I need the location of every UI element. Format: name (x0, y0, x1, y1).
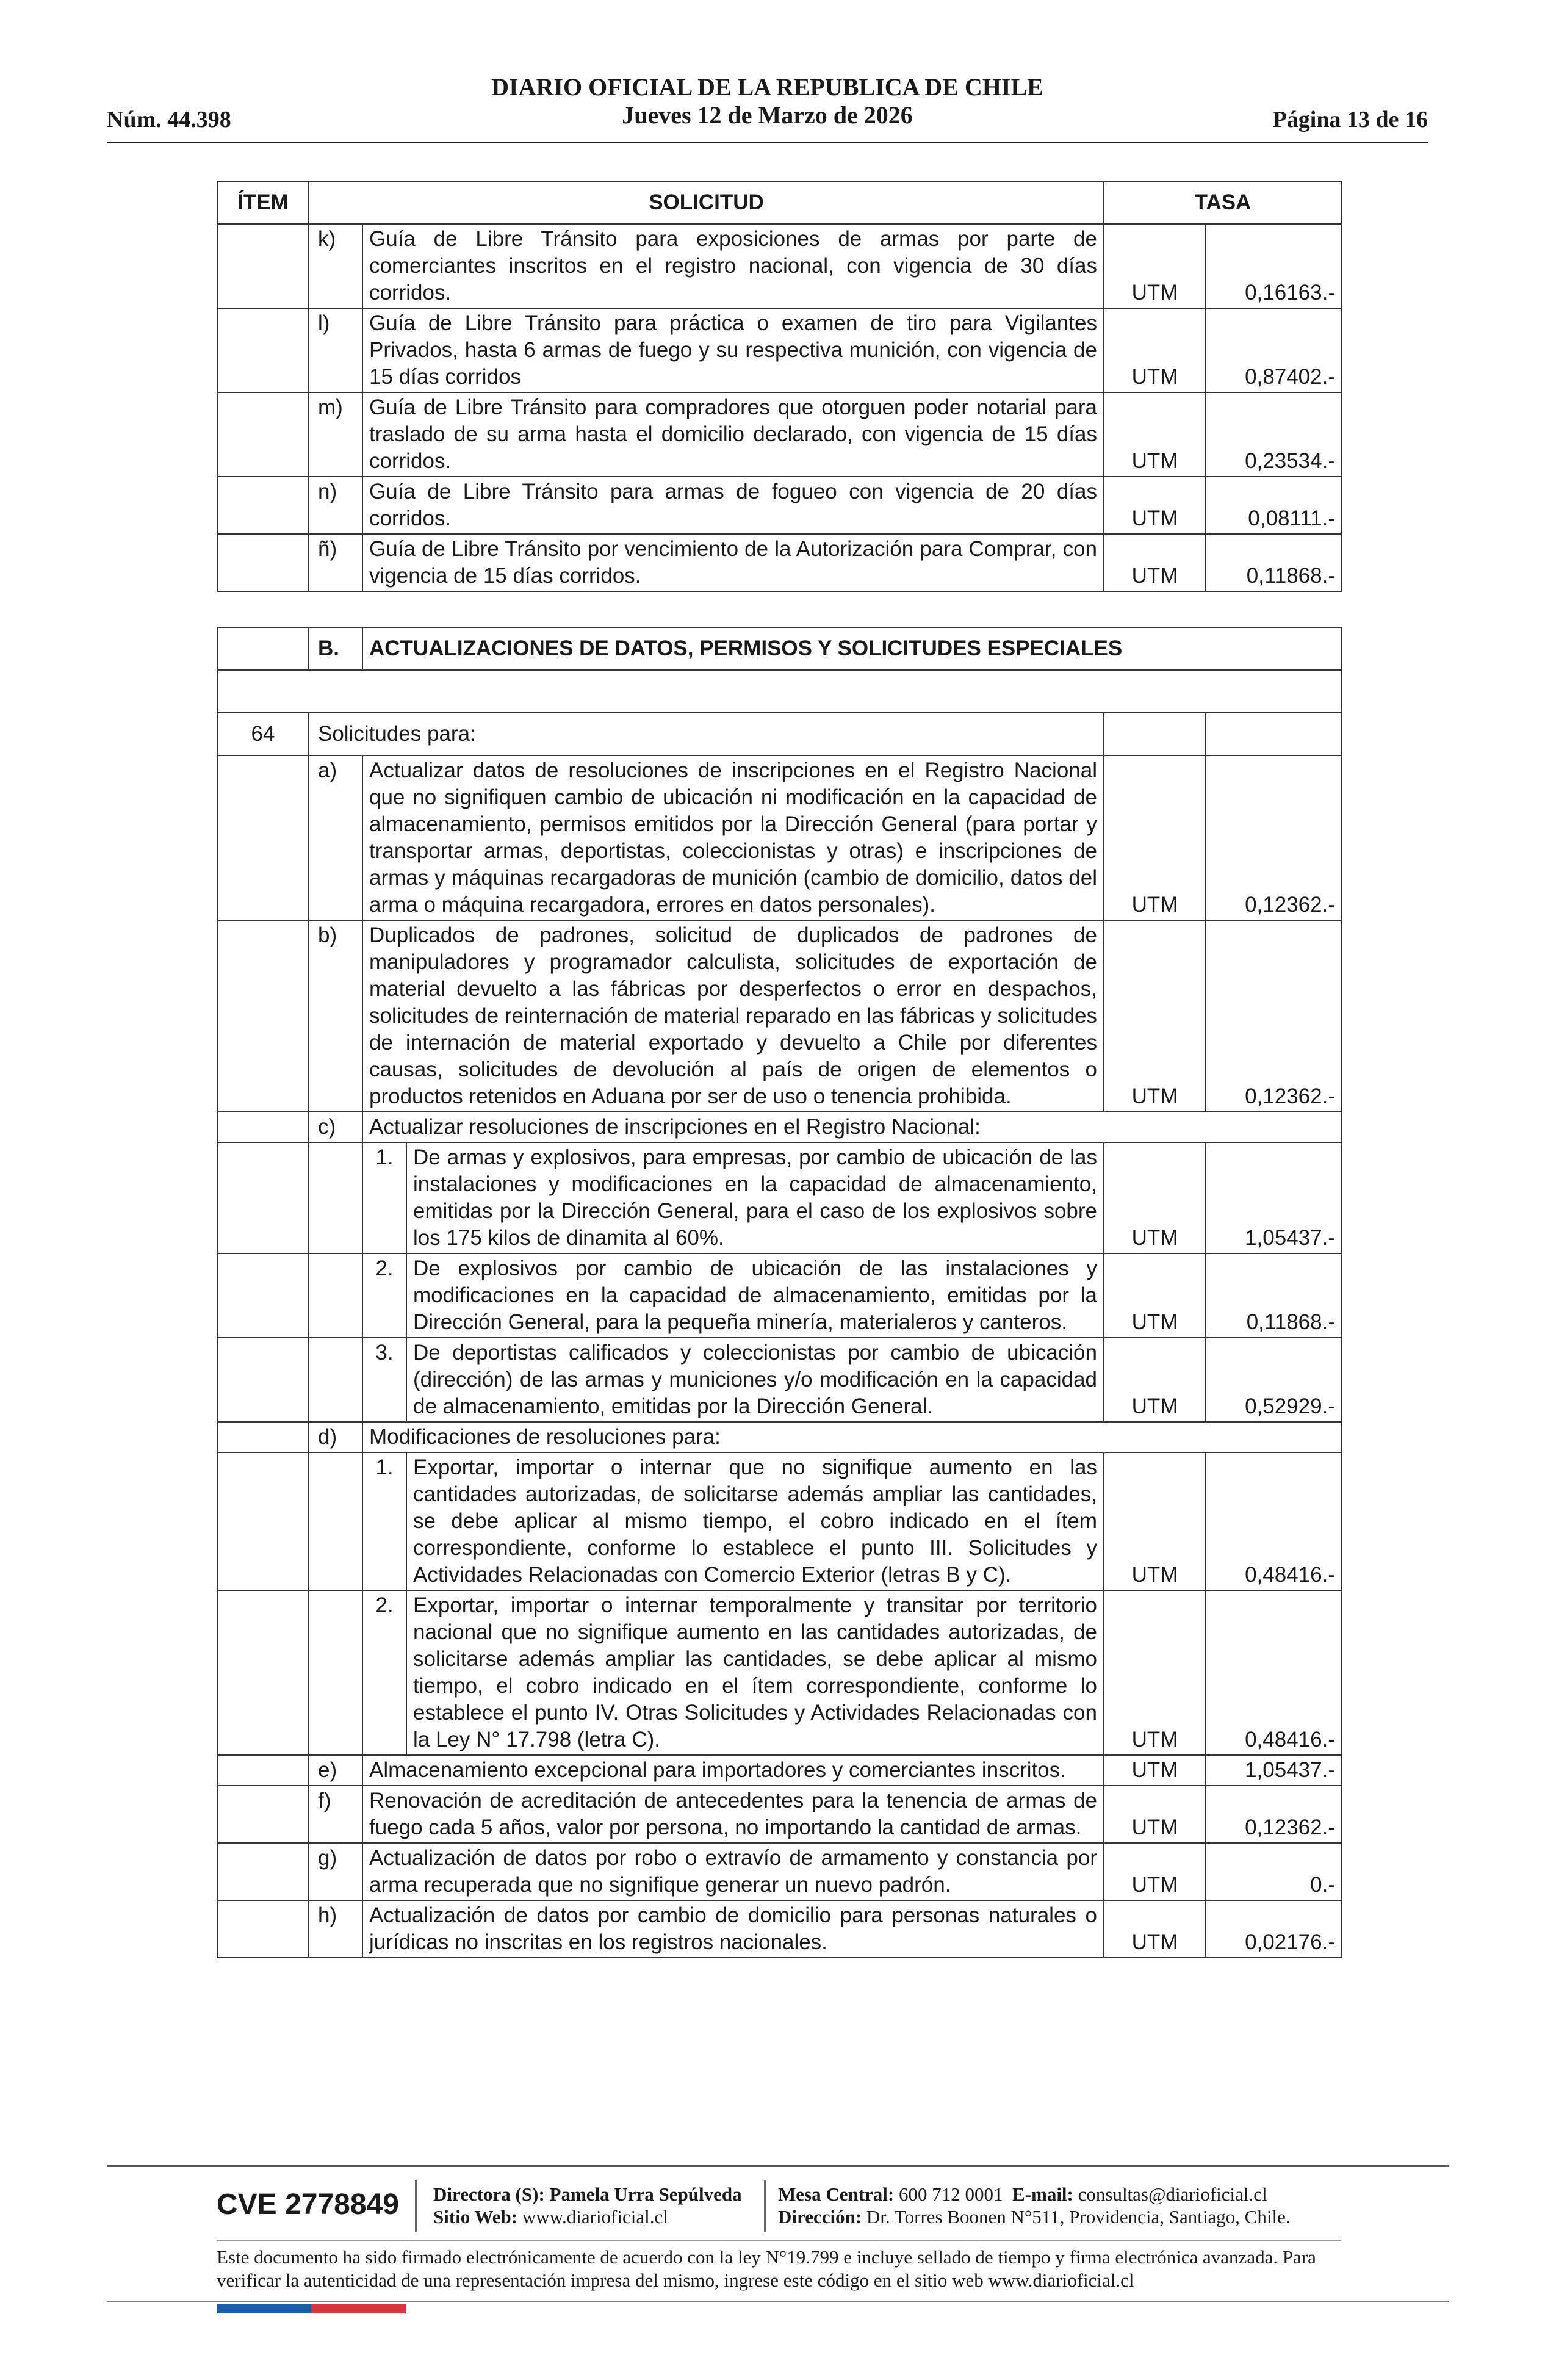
footer-divider (415, 2180, 417, 2232)
item-cell (217, 1900, 309, 1958)
row-letter: c) (309, 1112, 362, 1142)
table-row (217, 308, 1342, 392)
row-unit: UTM (1104, 1590, 1206, 1755)
table-subrow (217, 1253, 1342, 1338)
row-letter: n) (309, 477, 362, 534)
letter-cell (309, 1142, 362, 1253)
row-value: 0,12362.- (1206, 920, 1342, 1112)
row-text: Actualización de datos por robo o extravío de armamento y constancia por arma recuperada que no signifique generar un nuevo padrón. (362, 1843, 1104, 1900)
item-cell (217, 392, 309, 477)
table-subrow (217, 1338, 1342, 1422)
row-value: 0,87402.- (1206, 308, 1342, 392)
header-center (107, 73, 1428, 129)
row-value: 0,52929.- (1206, 1338, 1342, 1422)
sub-text: De armas y explosivos, para empresas, por cambio de ubicación de las instalaciones y modificaciones en la capacidad de almacenamiento, emitidas por la Dirección General, para el caso de los explosivos sobre los 175 kilos de dinamita al 60%. (406, 1142, 1104, 1253)
page-number: Página 13 de 16 (1272, 107, 1428, 132)
footer-rule-bottom (107, 2301, 1449, 2302)
sub-text: De explosivos por cambio de ubicación de las instalaciones y modificaciones en la capacidad de almacenamiento, emitidas por la Dirección General, para la pequeña minería, materialeros y canteros. (406, 1253, 1104, 1338)
row-unit: UTM (1104, 1253, 1206, 1338)
row-unit: UTM (1104, 308, 1206, 392)
item-cell (217, 1253, 309, 1338)
row-text: Almacenamiento excepcional para importadores y comerciantes inscritos. (362, 1755, 1104, 1786)
email-label: E-mail: (1012, 2183, 1073, 2205)
row-unit: UTM (1104, 477, 1206, 534)
row-unit: UTM (1104, 534, 1206, 591)
sub-text: De deportistas calificados y coleccionistas por cambio de ubicación (dirección) de las armas y municiones y/o modificación en la capacidad de almacenamiento, emitidas por la Dirección General. (406, 1338, 1104, 1422)
item-cell (217, 1452, 309, 1590)
item-number: 64 (217, 713, 309, 755)
table-row (217, 1843, 1342, 1900)
phone: 600 712 0001 (899, 2183, 1003, 2205)
row-unit: UTM (1104, 1338, 1206, 1422)
row-text: Guía de Libre Tránsito para práctica o examen de tiro para Vigilantes Privados, hasta 6 armas de fuego y su respectiva munición, con vigencia de 15 días corridos (362, 308, 1104, 392)
table-row (217, 392, 1342, 477)
letter-cell (309, 1590, 362, 1755)
section-b-title-row (217, 627, 1342, 670)
section-title: ACTUALIZACIONES DE DATOS, PERMISOS Y SOLICITUDES ESPECIALES (362, 627, 1342, 670)
header-request: SOLICITUD (309, 181, 1104, 224)
table-header-row (217, 181, 1342, 224)
row-value: 0,23534.- (1206, 392, 1342, 477)
sub-number: 2. (362, 1590, 406, 1755)
footer-rule-inner (217, 2240, 1341, 2241)
row-text: Actualizar datos de resoluciones de inscripciones en el Registro Nacional que no signifiquen cambio de ubicación ni modificación en la capacidad de almacenamiento, permisos emitidos por la Dirección General (para portar y transportar armas, deportistas, coleccionistas y otras) e inscripciones de armas y máquinas recargadoras de munición (cambio de domicilio, datos del arma o máquina recargadora, errores en datos personales). (362, 755, 1104, 920)
row-text: Modificaciones de resoluciones para: (362, 1422, 1342, 1452)
flag-stripe-red (311, 2304, 406, 2313)
sub-number: 3. (362, 1338, 406, 1422)
item-intro: Solicitudes para: (309, 713, 1104, 755)
table-subrow (217, 1142, 1342, 1253)
table-row (217, 1112, 1342, 1142)
row-unit: UTM (1104, 1755, 1206, 1786)
row-value: 0,12362.- (1206, 755, 1342, 920)
row-value: 0,08111.- (1206, 477, 1342, 534)
table-row (217, 1786, 1342, 1843)
footer-rule (107, 2165, 1449, 2167)
web-line (433, 2205, 742, 2228)
row-letter: l) (309, 308, 362, 392)
row-value: 0,02176.- (1206, 1900, 1342, 1958)
header-item: ÍTEM (217, 181, 309, 224)
table-row (217, 755, 1342, 920)
row-letter: a) (309, 755, 362, 920)
table-row (217, 534, 1342, 591)
row-value: 0,12362.- (1206, 1786, 1342, 1843)
address-label: Dirección: (778, 2206, 862, 2227)
header-fee: TASA (1104, 181, 1342, 224)
row-unit: UTM (1104, 1843, 1206, 1900)
row-letter: d) (309, 1422, 362, 1452)
letter-cell (309, 1452, 362, 1590)
sub-text: Exportar, importar o internar temporalmente y transitar por territorio nacional que no signifique aumento en las cantidades autorizadas, de solicitarse además ampliar las cantidades, se debe aplicar al mismo tiempo, el cobro indicado en el ítem correspondiente, conforme lo establece el punto IV. Otras Solicitudes y Actividades Relacionadas con la Ley N° 17.798 (letra C). (406, 1590, 1104, 1755)
row-letter: e) (309, 1755, 362, 1786)
item-cell (217, 1755, 309, 1786)
table-row (217, 1755, 1342, 1786)
row-value: 0,11868.- (1206, 534, 1342, 591)
item-cell (217, 477, 309, 534)
row-unit: UTM (1104, 1786, 1206, 1843)
footer-divider (764, 2180, 766, 2232)
row-letter: k) (309, 224, 362, 308)
item-cell (217, 920, 309, 1112)
item-cell (217, 1786, 309, 1843)
row-unit: UTM (1104, 1142, 1206, 1253)
item-cell (217, 1843, 309, 1900)
item-cell (217, 1142, 309, 1253)
sub-number: 2. (362, 1253, 406, 1338)
fees-table (217, 181, 1342, 592)
row-text: Actualización de datos por cambio de domicilio para personas naturales o jurídicas no inscritas en los registros nacionales. (362, 1900, 1104, 1958)
item-cell (217, 627, 309, 670)
unit-cell (1104, 713, 1206, 755)
issue-number: Núm. 44.398 (107, 107, 231, 132)
address: Dr. Torres Boonen N°511, Providencia, Santiago, Chile. (866, 2206, 1291, 2227)
letter-cell (309, 1338, 362, 1422)
flag-stripe-blue (217, 2304, 311, 2313)
row-text: Guía de Libre Tránsito para exposiciones de armas por parte de comerciantes inscritos en el registro nacional, con vigencia de 30 días corridos. (362, 224, 1104, 308)
row-text: Guía de Libre Tránsito para compradores que otorguen poder notarial para traslado de su arma hasta el domicilio declarado, con vigencia de 15 días corridos. (362, 392, 1104, 477)
item-cell (217, 224, 309, 308)
item-cell (217, 1422, 309, 1452)
row-text: Duplicados de padrones, solicitud de duplicados de padrones de manipuladores y programador calculista, solicitudes de exportación de material devuelto a las fábricas por desperfectos o error en despachos, solicitudes de reinternación de material reparado en las fábricas y solicitudes de internación de material exportado y devuelto a Chile por diferentes causas, solicitudes de devolución al país de origen de elementos o productos retenidos en Aduana por ser de uso o tenencia prohibida. (362, 920, 1104, 1112)
section-b-table (217, 627, 1342, 1958)
footer-contact-block (778, 2183, 1291, 2228)
row-value: 0,48416.- (1206, 1452, 1342, 1590)
row-unit: UTM (1104, 1900, 1206, 1958)
email-link[interactable]: consultas@diarioficial.cl (1078, 2183, 1267, 2205)
phone-label: Mesa Central: (778, 2183, 895, 2205)
address-line (778, 2205, 1291, 2228)
table-row (217, 920, 1342, 1112)
item-cell (217, 1590, 309, 1755)
row-text: Actualizar resoluciones de inscripciones en el Registro Nacional: (362, 1112, 1342, 1142)
row-unit: UTM (1104, 224, 1206, 308)
publication-date: Jueves 12 de Marzo de 2026 (622, 101, 913, 129)
row-text: Guía de Libre Tránsito por vencimiento de la Autorización para Comprar, con vigencia de 15 días corridos. (362, 534, 1104, 591)
row-letter: m) (309, 392, 362, 477)
row-value: 0,16163.- (1206, 224, 1342, 308)
director-line (433, 2183, 742, 2205)
legal-notice: Este documento ha sido firmado electrónicamente de acuerdo con la ley N°19.799 e incluye sellado de tiempo y firma electrónica avanzada. Para verificar la autenticidad de una representación impresa del mismo, ingrese este código en el sitio web www.diarioficial.cl (217, 2246, 1316, 2291)
item-cell (217, 1112, 309, 1142)
sub-number: 1. (362, 1452, 406, 1590)
web-link[interactable]: www.diarioficial.cl (522, 2206, 668, 2227)
letter-cell (309, 1253, 362, 1338)
row-letter: g) (309, 1843, 362, 1900)
cve-code: CVE 2778849 (217, 2188, 399, 2221)
row-text: Guía de Libre Tránsito para armas de fogueo con vigencia de 20 días corridos. (362, 477, 1104, 534)
row-value: 1,05437.- (1206, 1755, 1342, 1786)
item-cell (217, 308, 309, 392)
section-label: B. (309, 627, 362, 670)
sub-number: 1. (362, 1142, 406, 1253)
row-unit: UTM (1104, 755, 1206, 920)
row-value: 0.- (1206, 1843, 1342, 1900)
row-unit: UTM (1104, 920, 1206, 1112)
row-value: 0,11868.- (1206, 1253, 1342, 1338)
table-row (217, 1422, 1342, 1452)
table-subrow (217, 1452, 1342, 1590)
row-letter: h) (309, 1900, 362, 1958)
table-row (217, 224, 1342, 308)
publication-title: DIARIO OFICIAL DE LA REPUBLICA DE CHILE (491, 73, 1043, 101)
item-64-row (217, 713, 1342, 755)
row-value: 1,05437.- (1206, 1142, 1342, 1253)
director-label: Directora (S): (433, 2183, 545, 2205)
item-cell (217, 1338, 309, 1422)
value-cell (1206, 713, 1342, 755)
footer-director-block (433, 2183, 742, 2228)
table-row (217, 1900, 1342, 1958)
spacer-cell (217, 670, 1342, 713)
row-letter: ñ) (309, 534, 362, 591)
item-cell (217, 755, 309, 920)
page-footer (217, 2176, 1341, 2237)
web-label: Sitio Web: (433, 2206, 518, 2227)
row-text: Renovación de acreditación de antecedentes para la tenencia de armas de fuego cada 5 años, valor por persona, no importando la cantidad de armas. (362, 1786, 1104, 1843)
sub-text: Exportar, importar o internar que no signifique aumento en las cantidades autorizadas, de solicitarse además ampliar las cantidades, se debe aplicar al mismo tiempo, el cobro indicado en el ítem correspondiente, conforme lo establece el punto III. Solicitudes y Actividades Relacionadas con Comercio Exterior (letras B y C). (406, 1452, 1104, 1590)
table-row (217, 477, 1342, 534)
spacer-row (217, 670, 1342, 713)
row-unit: UTM (1104, 1452, 1206, 1590)
row-unit: UTM (1104, 392, 1206, 477)
row-letter: f) (309, 1786, 362, 1843)
row-value: 0,48416.- (1206, 1590, 1342, 1755)
item-cell (217, 534, 309, 591)
page-header (107, 73, 1428, 140)
header-rule (107, 142, 1428, 143)
row-letter: b) (309, 920, 362, 1112)
director-name: Pamela Urra Sepúlveda (549, 2183, 742, 2205)
table-subrow (217, 1590, 1342, 1755)
contact-line (778, 2183, 1291, 2205)
